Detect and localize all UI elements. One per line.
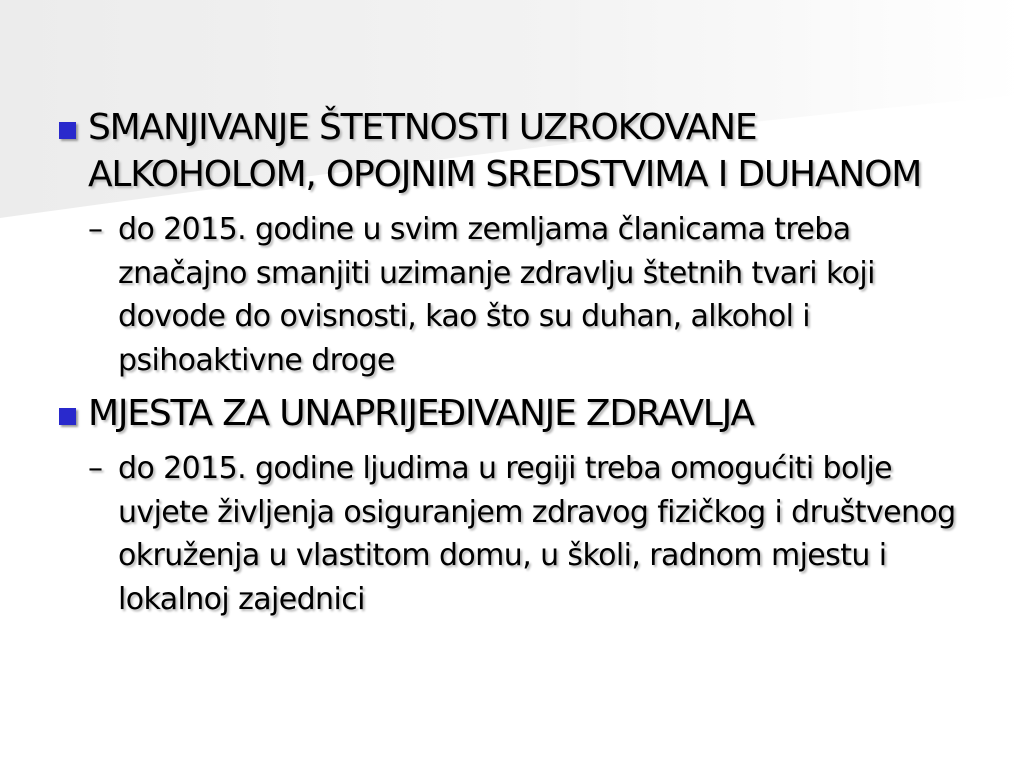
bullet-heading: SMANJIVANJE ŠTETNOSTI UZROKOVANE ALKOHOLOM, OPOJNIM SREDSTVIMA I DUHANOM bbox=[88, 107, 922, 195]
dash-marker: – bbox=[88, 451, 103, 486]
square-bullet-icon bbox=[59, 408, 76, 425]
bullet-heading: MJESTA ZA UNAPRIJEĐIVANJE ZDRAVLJA bbox=[88, 393, 754, 434]
slide-body bbox=[56, 104, 976, 629]
sub-bullet-item-1 bbox=[88, 208, 976, 382]
sub-bullet-text: do 2015. godine ljudima u regiji treba omogućiti bolje uvjete življenja osiguranjem zdravog fizičkog i društvenog okruženja u vlastitom domu, u školi, radnom mjestu i lokalnoj zajednici bbox=[118, 451, 956, 617]
dash-marker: – bbox=[88, 212, 103, 247]
sub-bullet-item-2 bbox=[88, 447, 976, 621]
sub-bullet-text: do 2015. godine u svim zemljama članicama treba značajno smanjiti uzimanje zdravlju štetnih tvari koji dovode do ovisnosti, kao što su duhan, alkohol i psihoaktivne droge bbox=[118, 212, 875, 378]
square-bullet-icon bbox=[59, 122, 76, 139]
bullet-item-2 bbox=[56, 390, 976, 437]
bullet-item-1 bbox=[56, 104, 976, 198]
